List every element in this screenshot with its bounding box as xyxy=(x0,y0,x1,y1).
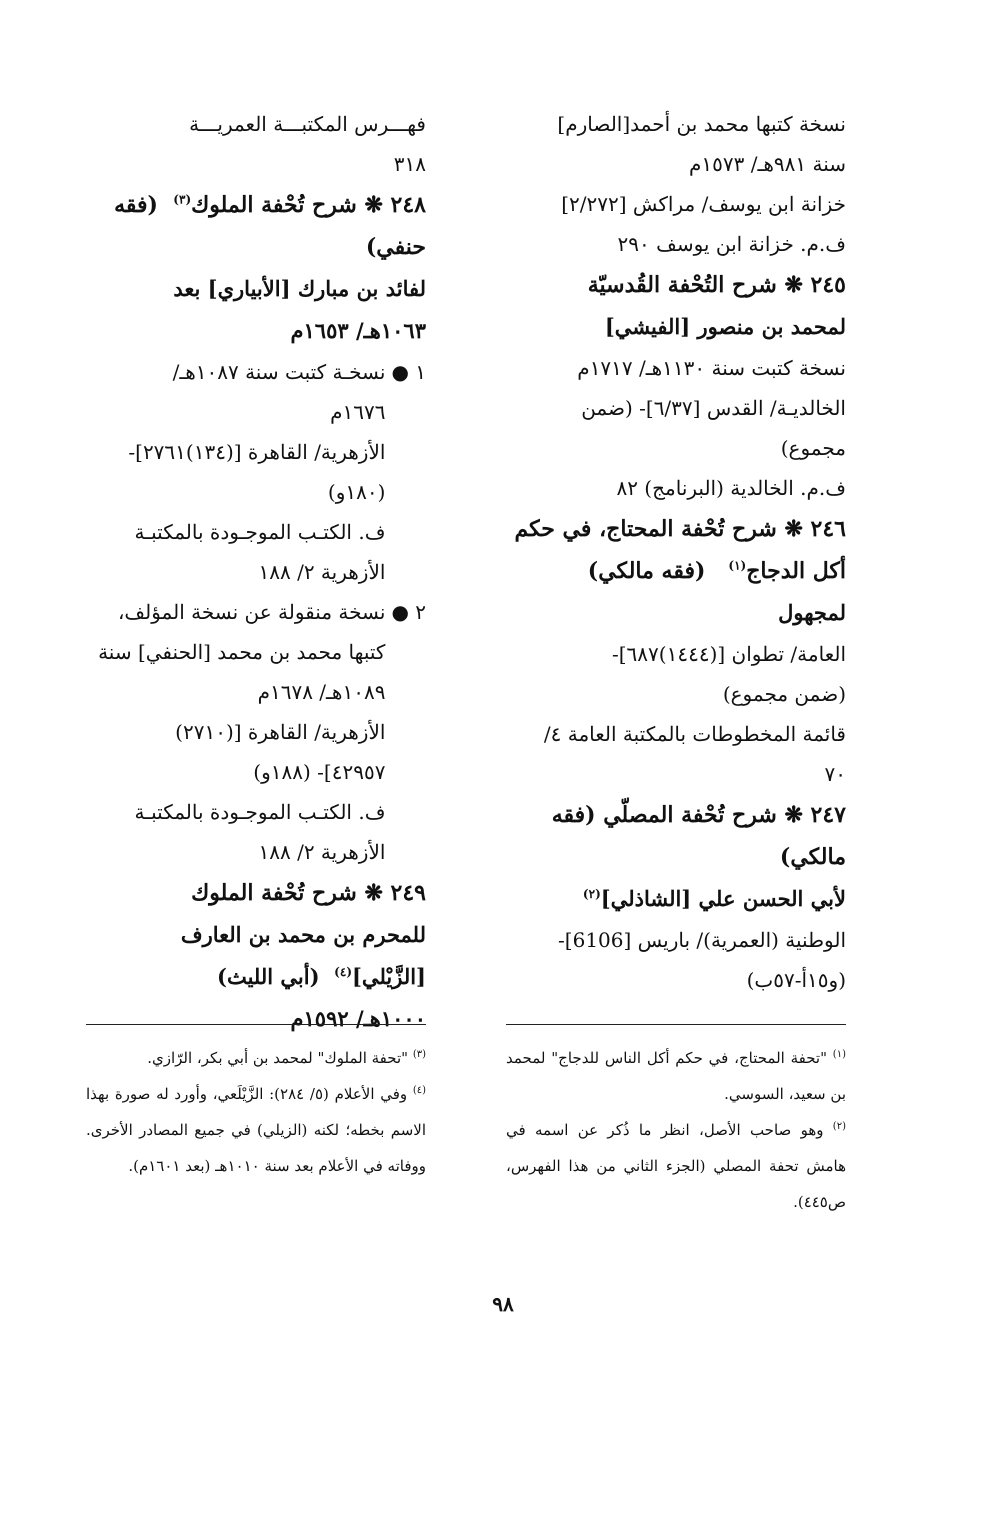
entry-heading: ٢٤٥ ❋ شرح التُحْفة القُدسيّة xyxy=(587,272,846,298)
text-line: خزانة ابن يوسف/ مراكش [٢/٢٧٢] xyxy=(561,192,846,216)
footnote xyxy=(506,1040,846,1112)
footnote-text: "تحفة الملوك" لمحمد بن أبي بكر، الرّازي. xyxy=(147,1049,409,1067)
text-line: ف. الكتـب الموجـودة بالمكتبـة xyxy=(134,520,386,544)
text-line: ف.م. خزانة ابن يوسف ٢٩٠ xyxy=(617,232,846,256)
footnotes-left xyxy=(86,1040,426,1184)
text-line: الخالديـة/ القدس [٦/٣٧]- (ضمن xyxy=(581,396,846,420)
footnote-number: (٤) xyxy=(412,1085,427,1096)
text-line: نسخة كتبها محمد بن أحمد[الصارم] xyxy=(557,112,846,136)
text-line: الأزهرية/ القاهرة [(٢٧١٠) xyxy=(175,720,386,744)
item-marker: ١ ● xyxy=(391,360,426,384)
author-text: [الزَّيْلي] xyxy=(352,964,426,989)
footnote xyxy=(86,1040,426,1076)
footnote-text: "تحفة المحتاج، في حكم أكل الناس للدجاج" لمحمد بن سعيد، السوسي. xyxy=(506,1049,846,1103)
entry-author-continuation xyxy=(90,956,426,998)
footnote-divider xyxy=(86,1024,426,1025)
entry-author: لفائد بن مبارك [الأبياري] بعد xyxy=(173,276,426,301)
page-number: ٩٨ xyxy=(492,1292,514,1316)
text-line: ٧٠ xyxy=(824,762,846,786)
item-body xyxy=(90,592,385,872)
text-line: نسخـة كتبت سنة ١٠٨٧هـ/ xyxy=(172,360,386,384)
item-body xyxy=(90,352,385,592)
text-line: كتبها محمد بن محمد [الحنفي] سنة xyxy=(98,640,386,664)
footnote-ref: (٤) xyxy=(334,965,352,979)
text-line: سنة ٩٨١هـ/ ١٥٧٣م xyxy=(689,152,846,176)
text-line: ف.م. الخالدية (البرنامج) ٨٢ xyxy=(616,476,846,500)
footnote xyxy=(86,1076,426,1184)
text-line: ١٦٧٦م xyxy=(330,400,386,424)
entry-author-date: ١٠٠٠هـ/ ١٥٩٢م xyxy=(290,1006,426,1031)
text-line: نسخة كتبت سنة ١١٣٠هـ/ ١٧١٧م xyxy=(577,356,846,380)
footnote-text: وهو صاحب الأصل، انظر ما ذُكر عن اسمه في هامش تحفة المصلي (الجزء الثاني من هذا الفهرس، ص٤٤٥). xyxy=(506,1121,846,1211)
text-line: فهـــرس المكتبـــة العمريـــة xyxy=(189,112,426,136)
footnote-text: وفي الأعلام (٥/ ٢٨٤): الزَّيْلَعي، وأورد له صورة بهذا الاسم بخطه؛ لكنه (الزيلي) في جميع المصادر الأخرى. ووفاته في الأعلام بعد سنة ١٠١٠هـ (بعد ١٦٠١م). xyxy=(86,1085,426,1175)
left-column xyxy=(90,104,426,1040)
footnote-number: (٢) xyxy=(832,1121,846,1132)
author-text: (أبي الليث) xyxy=(217,964,320,989)
text-line: الوطنية (العمرية)/ باريس [6106]- xyxy=(558,928,846,952)
heading-text: (فقه مالكي) xyxy=(587,558,706,584)
footnote-number: (٣) xyxy=(412,1049,426,1060)
footnote-ref: (٢) xyxy=(582,887,601,901)
item-marker: ٢ ● xyxy=(391,600,426,624)
entry-heading-continuation: حنفي) xyxy=(365,234,426,260)
entry-heading: ٢٤٦ ❋ شرح تُحْفة المحتاج، في حكم xyxy=(514,516,846,542)
entry-author: لمجهول xyxy=(778,600,846,625)
footnote-divider xyxy=(506,1024,846,1025)
entry-heading-continuation xyxy=(510,550,846,592)
text-line: الأزهرية/ القاهرة [(١٣٤)٢٧٦١]- xyxy=(128,440,386,464)
entry-heading: ٢٤٧ ❋ شرح تُحْفة المصلّي (فقه xyxy=(551,802,846,828)
text-line: ١٠٨٩هـ/ ١٦٧٨م xyxy=(257,680,386,704)
entry-heading xyxy=(90,184,426,226)
text-line: العامة/ تطوان [(١٤٤٤)٦٨٧]- xyxy=(611,642,846,666)
heading-text: (فقه xyxy=(114,192,158,218)
manuscript-item xyxy=(90,592,426,872)
heading-text: أكل الدجاج xyxy=(746,558,846,584)
right-column xyxy=(510,104,846,1000)
author-text: لأبي الحسن علي [الشاذلي] xyxy=(600,886,846,911)
footnote-number: (١) xyxy=(832,1049,846,1060)
text-line: (١٨٠و) xyxy=(327,480,386,504)
entry-author: للمحرم بن محمد بن العارف xyxy=(180,922,426,947)
text-line: الأزهرية ٢/ ١٨٨ xyxy=(258,560,386,584)
text-line: مجموع) xyxy=(780,436,846,460)
text-line: ٣١٨ xyxy=(393,152,426,176)
text-line: ٤٢٩٥٧]- (١٨٨و) xyxy=(253,760,386,784)
text-line: نسخة منقولة عن نسخة المؤلف، xyxy=(117,600,386,624)
text-line: ف. الكتـب الموجـودة بالمكتبـة xyxy=(134,800,386,824)
footnotes-right xyxy=(506,1040,846,1220)
manuscript-item xyxy=(90,352,426,592)
entry-author: لمحمد بن منصور [الفيشي] xyxy=(604,314,846,339)
footnote xyxy=(506,1112,846,1220)
text-line: الأزهرية ٢/ ١٨٨ xyxy=(258,840,386,864)
text-line: قائمة المخطوطات بالمكتبة العامة ٤/ xyxy=(543,722,846,746)
heading-text: ٢٤٨ ❋ شرح تُحْفة الملوك xyxy=(191,192,426,218)
text-line: (ضمن مجموع) xyxy=(722,682,846,706)
entry-author-date: ١٠٦٣هـ/ ١٦٥٣م xyxy=(290,318,426,343)
entry-heading: ٢٤٩ ❋ شرح تُحْفة الملوك xyxy=(191,880,426,906)
entry-heading-continuation: مالكي) xyxy=(779,844,846,870)
entry-author xyxy=(510,878,846,920)
text-line: (و١٥أ-٥٧ب) xyxy=(746,968,846,992)
footnote-ref: (١) xyxy=(728,558,747,573)
footnote-ref: (٣) xyxy=(173,192,192,207)
